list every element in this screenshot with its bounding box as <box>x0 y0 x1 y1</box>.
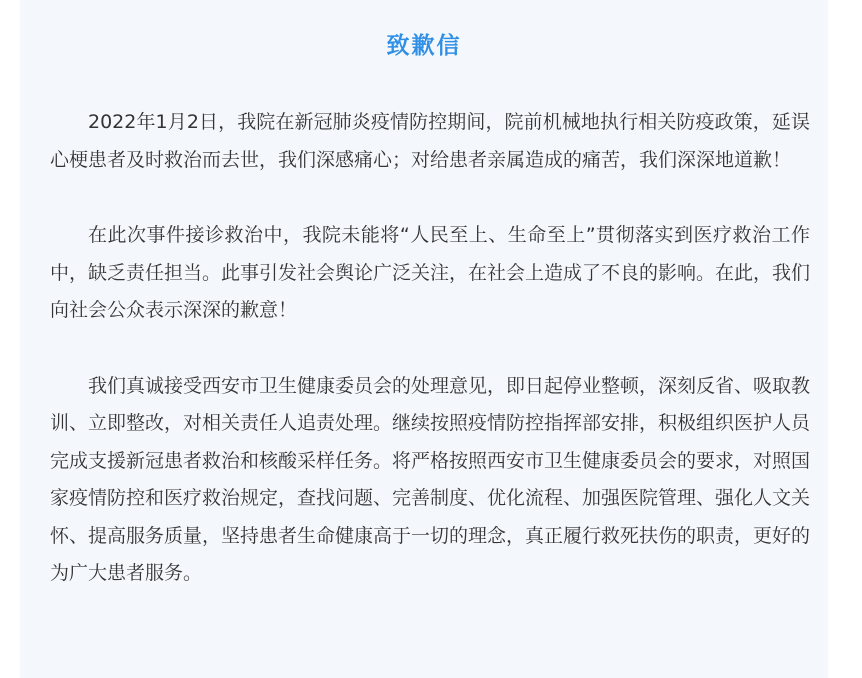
letter-paragraph-1: 2022年1月2日，我院在新冠肺炎疫情防控期间，院前机械地执行相关防疫政策，延误心梗患者及时救治而去世，我们深感痛心；对给患者亲属造成的痛苦，我们深深地道歉！ <box>50 111 810 171</box>
letter-paragraph-2: 在此次事件接诊救治中，我院未能将“人民至上、生命至上”贯彻落实到医疗救治工作中，缺乏责任担当。此事引发社会舆论广泛关注，在社会上造成了不良的影响。在此，我们向社会公众表示深深的歉意！ <box>50 224 811 321</box>
letter-body <box>50 104 810 593</box>
letter-title: 致歉信 <box>386 33 462 59</box>
letter-paragraph-3: 我们真诚接受西安市卫生健康委员会的处理意见，即日起停业整顿，深刻反省、吸取教训、立即整改，对相关责任人追责处理。继续按照疫情防控指挥部安排，积极组织医护人员完成支援新冠患者救治和核酸采样任务。将严格按照西安市卫生健康委员会的要求，对照国家疫情防控和医疗救治规定，查找问题、完善制度、优化流程、加强医院管理、强化人文关怀、提高服务质量，坚持患者生命健康高于一切的理念，真正履行救死扶伤的职责，更好的为广大患者服务。 <box>50 374 811 584</box>
apology-letter-card <box>20 0 828 678</box>
